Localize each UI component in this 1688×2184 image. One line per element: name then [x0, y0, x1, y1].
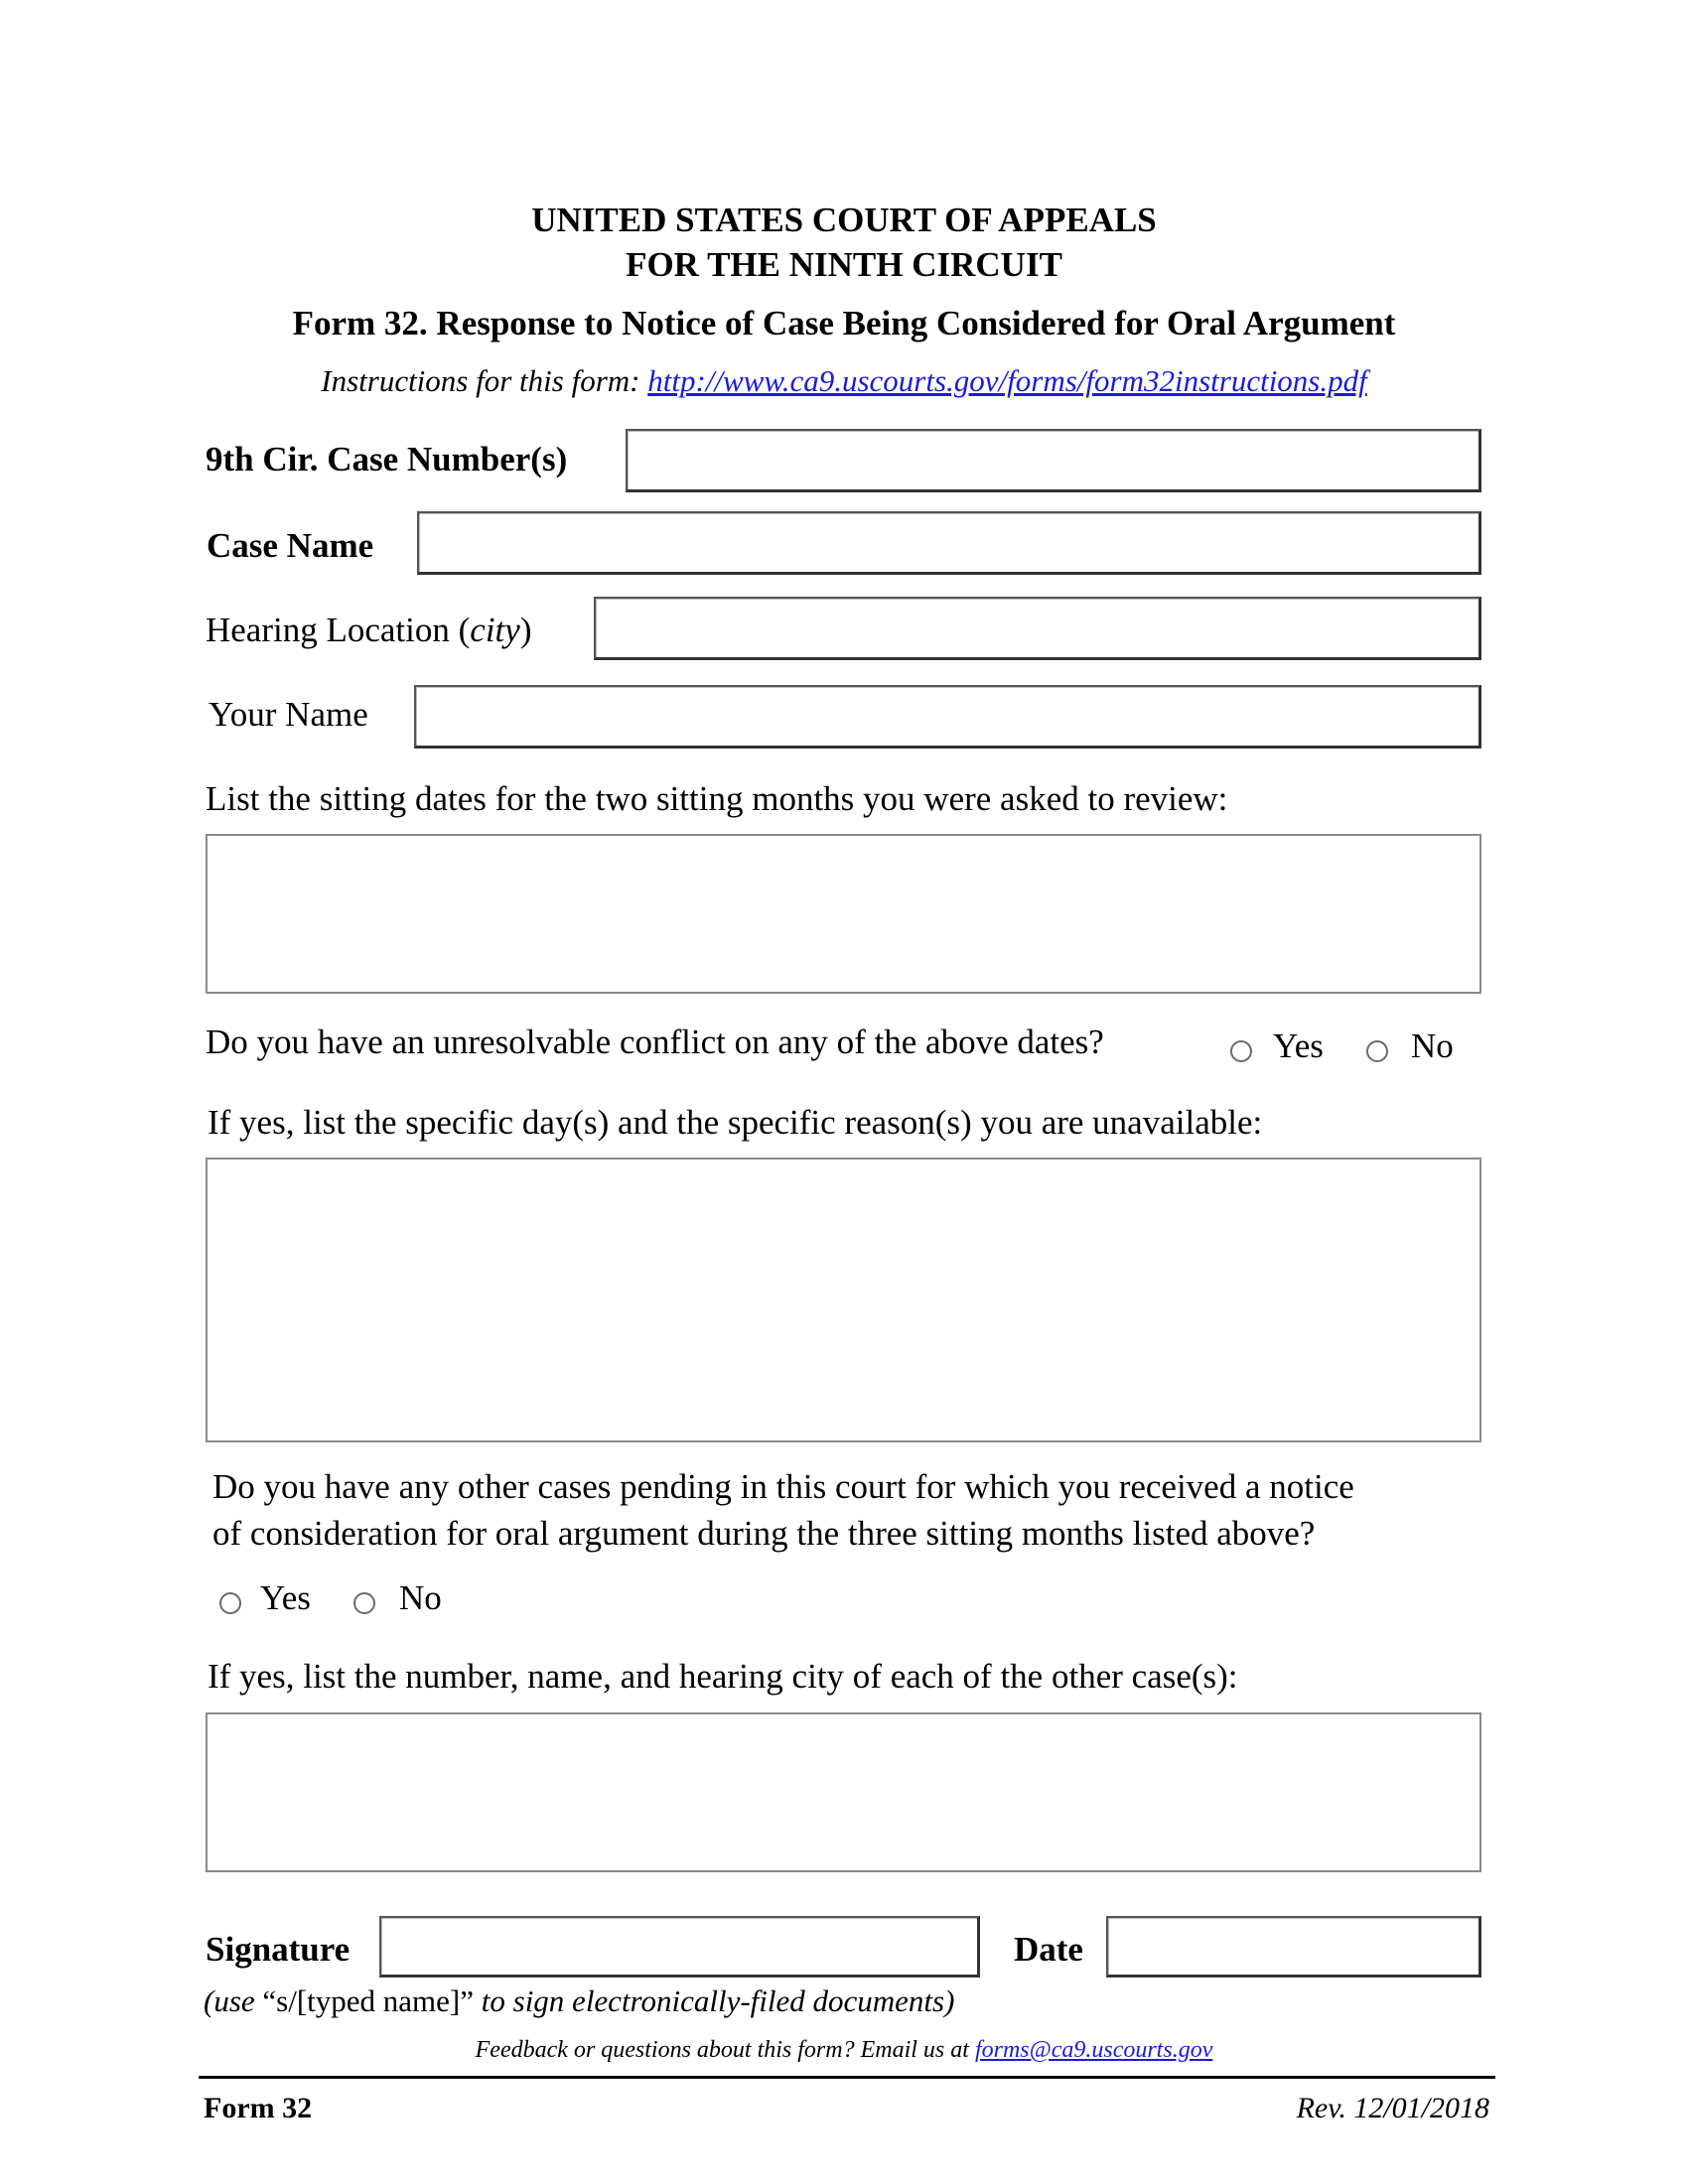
date-label: Date — [1014, 1930, 1083, 1969]
conflict-detail-label: If yes, list the specific day(s) and the specific reason(s) you are unavailable: — [208, 1103, 1263, 1142]
instructions-line — [0, 363, 1688, 399]
feedback-line — [0, 2037, 1688, 2064]
instructions-prefix: Instructions for this form: — [321, 363, 648, 398]
sitting-dates-label: List the sitting dates for the two sitting months you were asked to review: — [206, 779, 1228, 818]
conflict-yes-label: Yes — [1273, 1026, 1324, 1065]
other-cases-detail-label: If yes, list the number, name, and hearing city of each of the other case(s): — [208, 1657, 1238, 1696]
hearing-location-label — [206, 611, 531, 650]
sitting-dates-textarea[interactable] — [206, 834, 1481, 994]
hearing-location-label-city: city — [470, 611, 520, 649]
court-name-line2: FOR THE NINTH CIRCUIT — [626, 245, 1062, 284]
other-cases-question-line2: of consideration for oral argument during the three sitting months listed above? — [212, 1514, 1316, 1553]
footer-revision: Rev. 12/01/2018 — [1296, 2092, 1489, 2124]
signature-field[interactable] — [379, 1916, 980, 1978]
your-name-field[interactable] — [414, 685, 1481, 749]
other-cases-detail-textarea[interactable] — [206, 1712, 1481, 1872]
other-cases-no-radio[interactable] — [353, 1592, 375, 1614]
other-cases-yes-radio[interactable] — [219, 1592, 241, 1614]
signature-note-prefix: (use — [204, 1983, 263, 2018]
hearing-location-label-text: Hearing Location ( — [206, 611, 471, 649]
instructions-link[interactable]: http://www.ca9.uscourts.gov/forms/form32instructions.pdf — [647, 363, 1367, 398]
case-name-label: Case Name — [207, 526, 374, 565]
other-cases-yes-label: Yes — [260, 1578, 311, 1617]
conflict-detail-textarea[interactable] — [206, 1158, 1481, 1442]
conflict-yes-radio[interactable] — [1230, 1040, 1252, 1062]
case-number-field[interactable] — [626, 429, 1481, 492]
form-title: Form 32. Response to Notice of Case Being Considered for Oral Argument — [292, 304, 1396, 342]
conflict-no-label: No — [1411, 1026, 1454, 1065]
hearing-location-label-close: ) — [519, 611, 532, 649]
signature-note-suffix: to sign electronically-filed documents) — [474, 1983, 955, 2018]
your-name-label: Your Name — [209, 695, 368, 734]
other-cases-question-line1: Do you have any other cases pending in this court for which you received a notice — [212, 1467, 1354, 1506]
hearing-location-field[interactable] — [594, 597, 1481, 660]
date-field[interactable] — [1106, 1916, 1481, 1978]
case-number-label: 9th Cir. Case Number(s) — [206, 440, 568, 478]
footer-form-label: Form 32 — [204, 2092, 313, 2124]
case-name-field[interactable] — [417, 511, 1481, 575]
signature-label: Signature — [206, 1930, 351, 1969]
footer-divider — [199, 2076, 1495, 2079]
signature-note-quoted: “s/[typed name]” — [262, 1983, 475, 2018]
feedback-prefix: Feedback or questions about this form? Email us at — [475, 2037, 975, 2063]
other-cases-no-label: No — [399, 1578, 442, 1617]
feedback-email-link[interactable]: forms@ca9.uscourts.gov — [974, 2037, 1213, 2063]
conflict-question: Do you have an unresolvable conflict on any of the above dates? — [206, 1023, 1104, 1061]
signature-note — [204, 1983, 954, 2019]
conflict-no-radio[interactable] — [1366, 1040, 1388, 1062]
court-name-line1: UNITED STATES COURT OF APPEALS — [531, 201, 1157, 239]
